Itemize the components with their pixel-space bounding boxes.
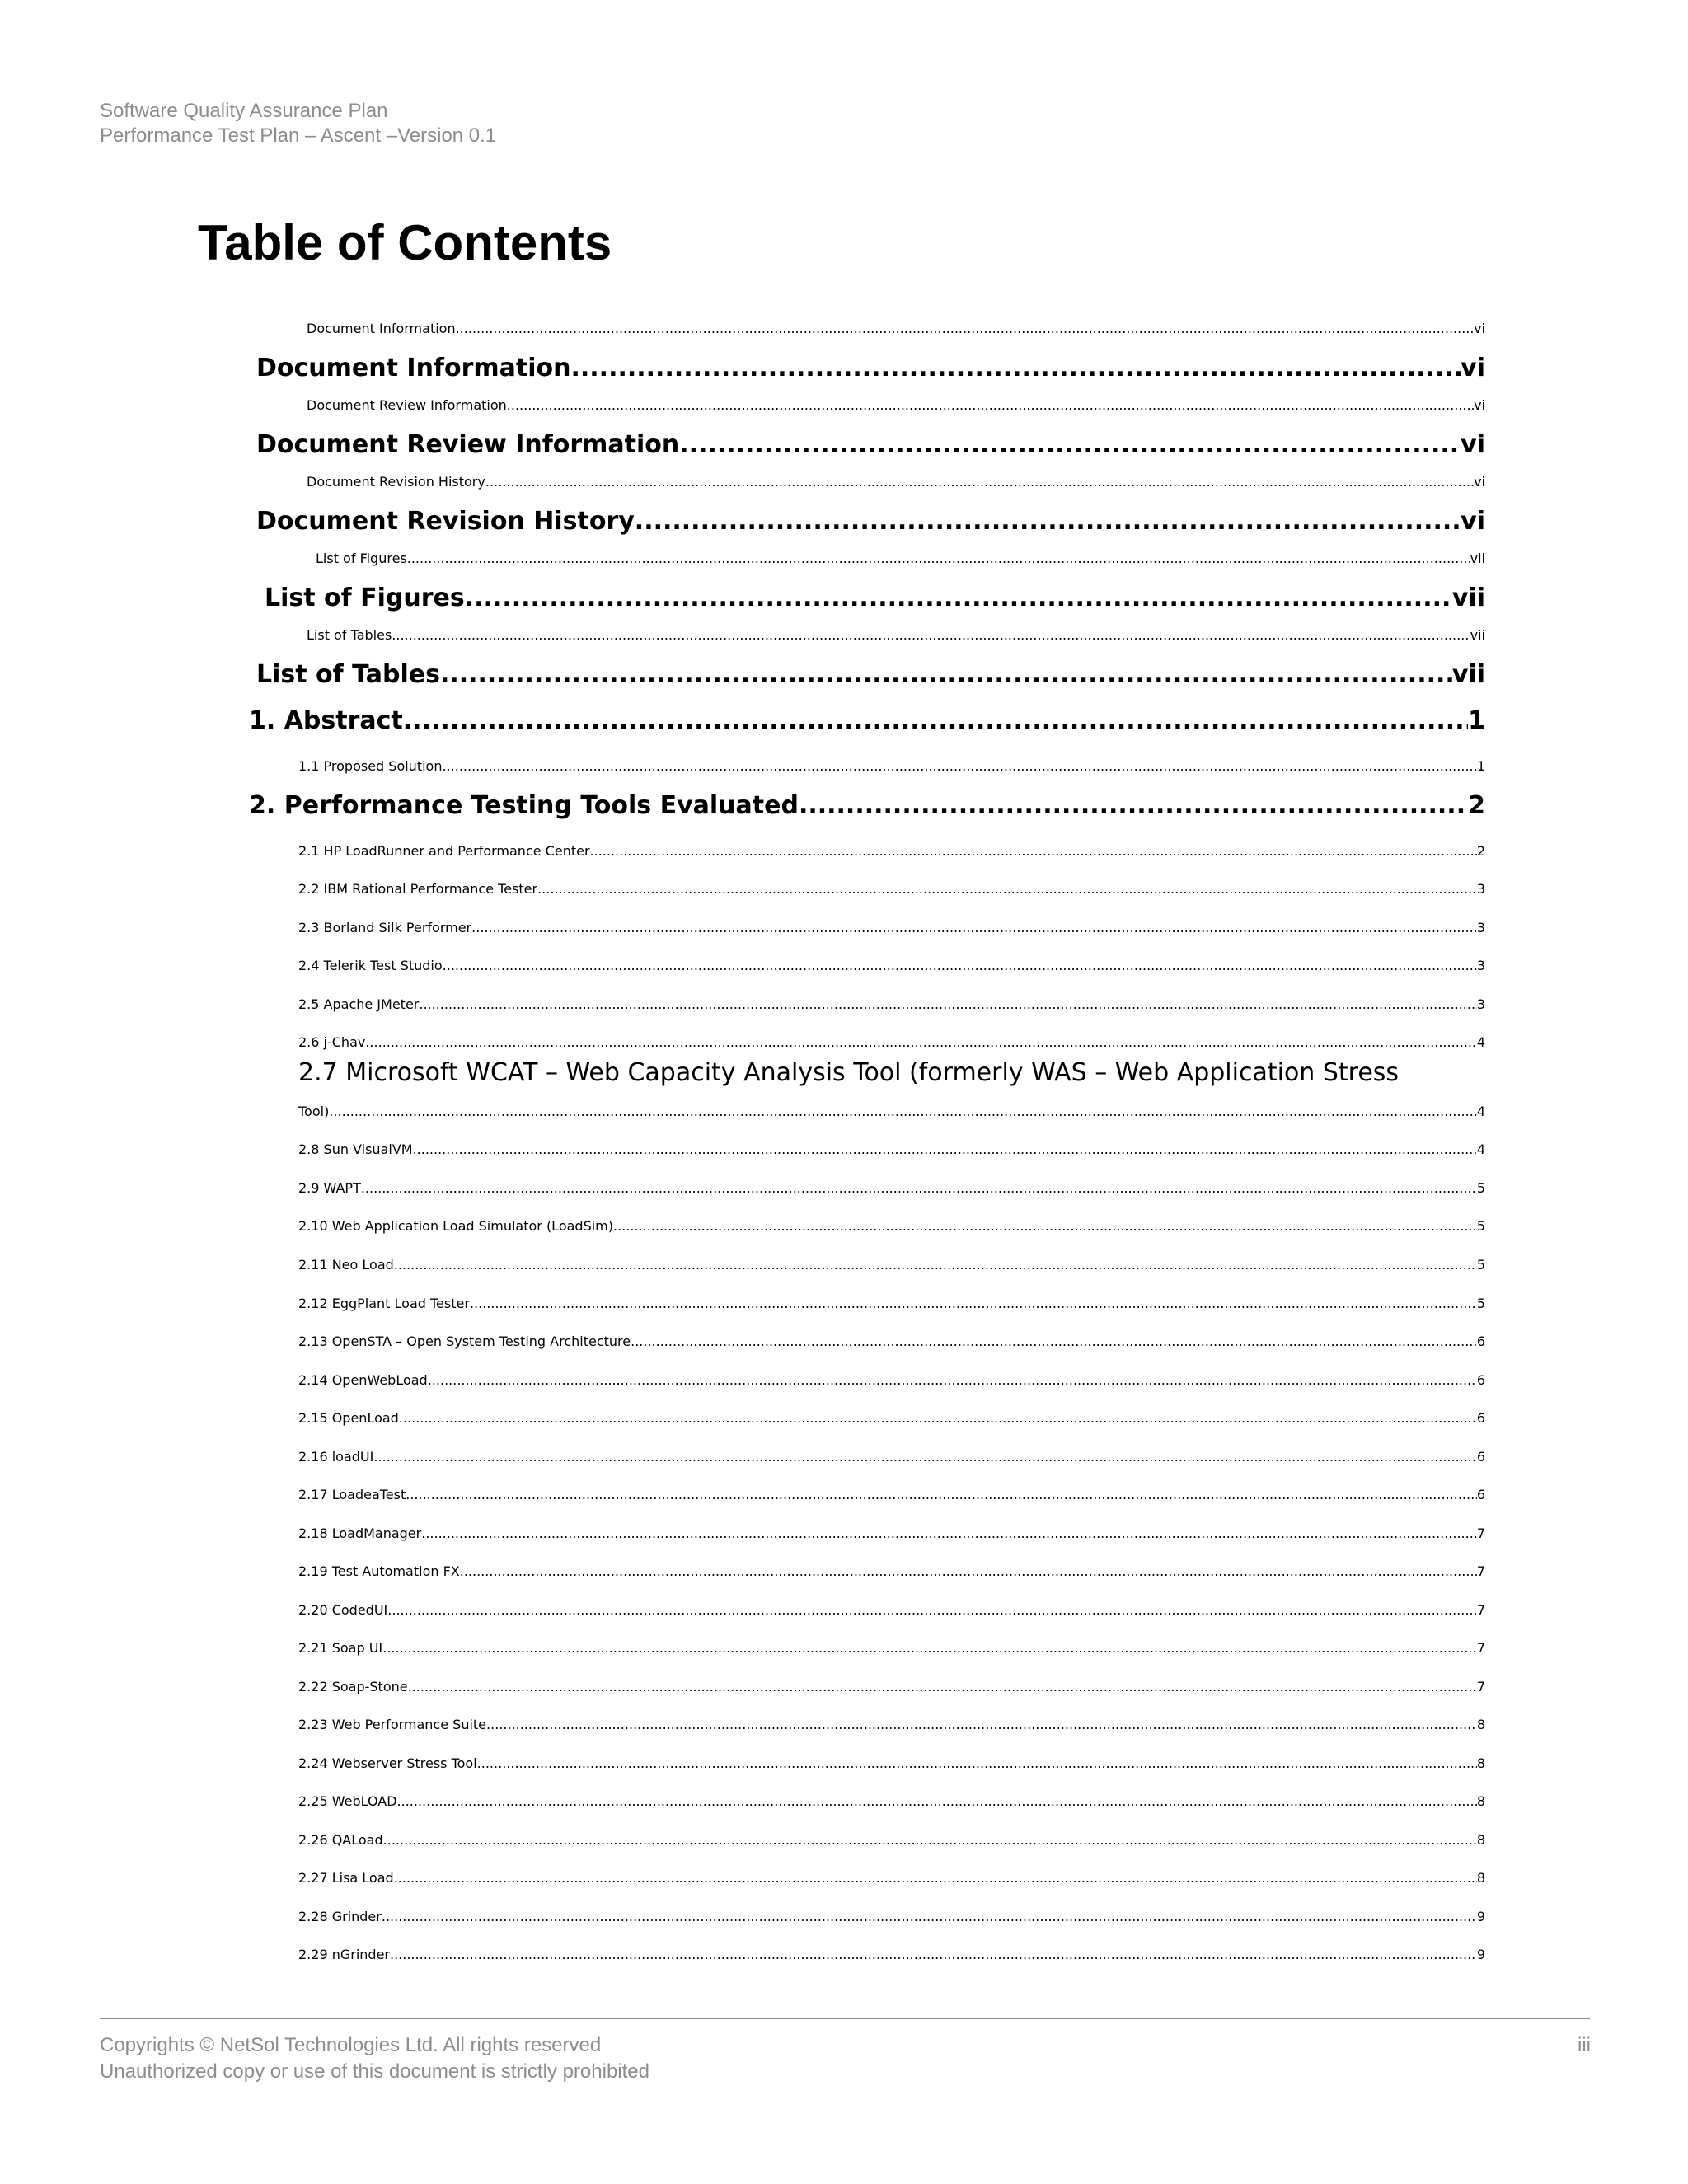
toc-entry-text: Document Information <box>256 354 571 382</box>
toc-entry-page: vi <box>1474 474 1485 490</box>
toc-entry[interactable] <box>307 303 1485 336</box>
toc-entry-text: List of Figures <box>316 551 407 566</box>
toc-leader-dots <box>442 758 1476 774</box>
toc-leader-dots <box>460 1563 1477 1579</box>
toc-entry[interactable] <box>265 579 1485 612</box>
toc-entry[interactable] <box>298 826 1485 859</box>
toc-entry[interactable] <box>298 1891 1485 1924</box>
toc-entry-wrapped-line[interactable]: 2.7 Microsoft WCAT – Web Capacity Analysis Tool (formerly WAS – Web Application Stress <box>298 1058 1400 1087</box>
toc-leader-dots <box>631 1333 1477 1349</box>
toc-leader-dots <box>477 1755 1477 1771</box>
toc-leader-dots <box>407 551 1470 566</box>
toc-leader-dots <box>799 791 1468 820</box>
toc-entry-page: vi <box>1461 507 1485 536</box>
toc-entry-page: 6 <box>1476 1449 1485 1465</box>
toc-leader-dots <box>382 1640 1477 1656</box>
toc-leader-dots <box>413 1141 1477 1157</box>
toc-entry-text: 2.17 LoadeaTest <box>298 1487 406 1502</box>
toc-entry-page: 9 <box>1476 1947 1485 1962</box>
toc-leader-dots <box>471 920 1477 935</box>
toc-entry[interactable] <box>298 940 1485 973</box>
toc-entry[interactable] <box>298 1240 1485 1272</box>
toc-entry-page: 7 <box>1476 1679 1485 1694</box>
toc-entry-text: 2.8 Sun VisualVM <box>298 1141 413 1157</box>
toc-entry-text: List of Tables <box>256 660 440 689</box>
toc-entry[interactable] <box>256 349 1485 382</box>
toc-entry[interactable] <box>307 610 1485 643</box>
toc-entry[interactable] <box>298 1546 1485 1579</box>
toc-entry[interactable] <box>298 1776 1485 1809</box>
toc-leader-dots <box>443 958 1477 973</box>
toc-entry[interactable] <box>298 1929 1485 1962</box>
toc-entry-page: 8 <box>1476 1755 1485 1771</box>
toc-entry-text: 1. Abstract <box>249 706 403 735</box>
toc-entry-page: vii <box>1451 583 1485 612</box>
toc-entry-text: 2.3 Borland Silk Performer <box>298 920 472 935</box>
toc-leader-dots <box>428 1372 1477 1388</box>
toc-entry-text: Tool) <box>298 1104 330 1119</box>
toc-entry-page: vi <box>1461 430 1485 459</box>
toc-entry[interactable] <box>256 426 1485 459</box>
toc-entry-page: 5 <box>1476 1180 1485 1196</box>
toc-entry-text: 2.19 Test Automation FX <box>298 1563 460 1579</box>
toc-entry-text: 2.26 QALoad <box>298 1832 383 1848</box>
toc-entry[interactable] <box>298 741 1485 774</box>
toc-entry-page: 4 <box>1476 1141 1485 1157</box>
toc-entry-text: 2.28 Grinder <box>298 1909 382 1924</box>
toc-entry-text: 2.9 WAPT <box>298 1180 361 1196</box>
toc-leader-dots <box>419 996 1476 1012</box>
toc-entry[interactable] <box>298 1661 1485 1694</box>
toc-leader-dots <box>590 843 1477 859</box>
toc-entry-page: 3 <box>1476 996 1485 1012</box>
toc-entry-text: 2.23 Web Performance Suite <box>298 1717 487 1732</box>
toc-entry[interactable] <box>256 503 1485 536</box>
toc-leader-dots <box>382 1909 1477 1924</box>
toc-entry-text: Document Revision History <box>307 474 485 490</box>
toc-entry-page: 7 <box>1476 1563 1485 1579</box>
toc-entry[interactable] <box>298 1278 1485 1311</box>
toc-leader-dots <box>679 430 1461 459</box>
toc-entry-text: 1.1 Proposed Solution <box>298 758 443 774</box>
toc-entry-page: 3 <box>1476 881 1485 897</box>
toc-entry-page: vi <box>1474 321 1485 336</box>
toc-entry-text: Document Information <box>307 321 456 336</box>
toc-leader-dots <box>397 1793 1477 1809</box>
toc-entry-text: 2.14 OpenWebLoad <box>298 1372 428 1388</box>
toc-entry[interactable] <box>298 1585 1485 1618</box>
toc-leader-dots <box>456 321 1474 336</box>
toc-entry-text: Document Review Information <box>307 397 507 413</box>
toc-entry[interactable] <box>298 1017 1485 1050</box>
toc-entry-page: 4 <box>1476 1034 1485 1050</box>
toc-leader-dots <box>406 1487 1477 1502</box>
toc-entry-text: 2.12 EggPlant Load Tester <box>298 1296 470 1311</box>
toc-leader-dots <box>373 1449 1476 1465</box>
toc-leader-dots <box>421 1526 1477 1541</box>
toc-leader-dots <box>387 1602 1477 1618</box>
toc-entry-text: 2.4 Telerik Test Studio <box>298 958 443 973</box>
toc-entry[interactable] <box>298 1699 1485 1732</box>
toc-leader-dots <box>440 660 1452 689</box>
toc-entry-page: 8 <box>1476 1870 1485 1886</box>
toc-leader-dots <box>383 1832 1477 1848</box>
toc-entry-text: Document Revision History <box>256 507 635 536</box>
toc-leader-dots <box>613 1218 1477 1234</box>
header-document-title: Software Quality Assurance Plan <box>100 100 388 122</box>
toc-entry-page: 4 <box>1476 1104 1485 1119</box>
toc-entry-page: 9 <box>1476 1909 1485 1924</box>
toc-entry[interactable] <box>298 1163 1485 1196</box>
toc-entry-text: 2.21 Soap UI <box>298 1640 383 1656</box>
footer-copyright: Copyrights © NetSol Technologies Ltd. All rights reserved <box>100 2034 602 2056</box>
toc-entry-page: vii <box>1470 627 1485 643</box>
toc-entry[interactable] <box>298 864 1485 897</box>
toc-leader-dots <box>507 397 1474 413</box>
toc-entry-text: 2.29 nGrinder <box>298 1947 390 1962</box>
toc-entry-text: 2.5 Apache JMeter <box>298 996 420 1012</box>
toc-leader-dots <box>465 583 1452 612</box>
toc-entry-page: vii <box>1451 660 1485 689</box>
toc-entry-page: 2 <box>1468 791 1485 820</box>
toc-entry[interactable] <box>307 457 1485 490</box>
toc-entry-page: vi <box>1474 397 1485 413</box>
toc-entry-text: 2.1 HP LoadRunner and Performance Center <box>298 843 590 859</box>
toc-leader-dots <box>537 881 1477 897</box>
header-document-subtitle: Performance Test Plan – Ascent –Version 0.1 <box>100 124 497 147</box>
toc-leader-dots <box>403 706 1468 735</box>
toc-entry-page: 1 <box>1468 706 1485 735</box>
toc-entry[interactable] <box>298 1623 1485 1656</box>
toc-entry-text: 2.15 OpenLoad <box>298 1410 399 1426</box>
toc-entry-text: Document Review Information <box>256 430 680 459</box>
toc-leader-dots <box>392 627 1470 643</box>
toc-entry[interactable] <box>307 380 1485 413</box>
toc-entry-page: 2 <box>1476 843 1485 859</box>
toc-entry-page: 8 <box>1476 1793 1485 1809</box>
toc-entry[interactable] <box>316 533 1485 566</box>
toc-entry-page: vii <box>1470 551 1485 566</box>
toc-entry[interactable] <box>298 1815 1485 1848</box>
toc-leader-dots <box>570 354 1461 382</box>
toc-entry-page: 1 <box>1476 758 1485 774</box>
footer-notice: Unauthorized copy or use of this document is strictly prohibited <box>100 2060 649 2083</box>
toc-entry[interactable] <box>298 1201 1485 1234</box>
toc-entry-text: 2.13 OpenSTA – Open System Testing Architecture <box>298 1333 631 1349</box>
toc-entry-text: 2.27 Lisa Load <box>298 1870 394 1886</box>
toc-entry[interactable] <box>249 787 1485 820</box>
toc-entry[interactable] <box>298 902 1485 935</box>
toc-entry[interactable] <box>298 1432 1485 1465</box>
toc-entry[interactable] <box>298 1738 1485 1771</box>
toc-entry-page: 3 <box>1476 920 1485 935</box>
toc-leader-dots <box>365 1034 1476 1050</box>
toc-leader-dots <box>361 1180 1477 1196</box>
toc-entry-text: List of Figures <box>265 583 465 612</box>
toc-entry-text: 2.20 CodedUI <box>298 1602 388 1618</box>
page-footer <box>100 2032 649 2085</box>
toc-leader-dots <box>399 1410 1477 1426</box>
toc-entry-page: 7 <box>1476 1640 1485 1656</box>
toc-entry-text: 2.25 WebLOAD <box>298 1793 397 1809</box>
toc-entry-page: 7 <box>1476 1602 1485 1618</box>
toc-entry-text: 2.6 j-Chav <box>298 1034 366 1050</box>
toc-entry-page: 5 <box>1476 1218 1485 1234</box>
toc-leader-dots <box>394 1257 1477 1272</box>
toc-entry-page: 3 <box>1476 958 1485 973</box>
toc-entry[interactable] <box>298 1508 1485 1541</box>
toc-entry-text: 2.10 Web Application Load Simulator (LoadSim) <box>298 1218 613 1234</box>
toc-entry-text: 2.24 Webserver Stress Tool <box>298 1755 477 1771</box>
toc-entry[interactable] <box>298 1124 1485 1157</box>
toc-entry[interactable] <box>298 1853 1485 1886</box>
toc-entry[interactable] <box>298 1469 1485 1502</box>
toc-entry[interactable] <box>298 979 1485 1012</box>
toc-entry-text: 2.18 LoadManager <box>298 1526 422 1541</box>
page-title: Table of Contents <box>198 215 612 270</box>
toc-leader-dots <box>470 1296 1477 1311</box>
toc-entry-page: vi <box>1461 354 1485 382</box>
toc-entry-text: 2.16 loadUI <box>298 1449 374 1465</box>
toc-leader-dots <box>394 1870 1477 1886</box>
toc-entry[interactable] <box>298 1086 1485 1119</box>
toc-entry[interactable] <box>298 1393 1485 1426</box>
toc-entry-text: 2. Performance Testing Tools Evaluated <box>249 791 799 820</box>
toc-entry-page: 7 <box>1476 1526 1485 1541</box>
toc-entry-page: 8 <box>1476 1832 1485 1848</box>
toc-leader-dots <box>329 1104 1476 1119</box>
toc-leader-dots <box>635 507 1461 536</box>
toc-entry-text: 2.2 IBM Rational Performance Tester <box>298 881 538 897</box>
toc-entry-page: 8 <box>1476 1717 1485 1732</box>
footer-divider <box>100 2018 1590 2019</box>
toc-leader-dots <box>486 1717 1477 1732</box>
toc-entry-text: 2.22 Soap-Stone <box>298 1679 408 1694</box>
toc-entry-page: 5 <box>1476 1296 1485 1311</box>
toc-entry-page: 6 <box>1476 1333 1485 1349</box>
toc-leader-dots <box>390 1947 1477 1962</box>
toc-entry[interactable] <box>298 1316 1485 1349</box>
toc-leader-dots <box>408 1679 1477 1694</box>
toc-entry[interactable] <box>256 656 1485 689</box>
toc-entry-text: 2.11 Neo Load <box>298 1257 394 1272</box>
toc-entry-page: 6 <box>1476 1372 1485 1388</box>
toc-entry[interactable] <box>298 1355 1485 1388</box>
toc-entry[interactable] <box>249 702 1485 735</box>
toc-entry-text: List of Tables <box>307 627 392 643</box>
toc-entry-page: 6 <box>1476 1410 1485 1426</box>
toc-entry-page: 6 <box>1476 1487 1485 1502</box>
footer-page-number: iii <box>1578 2034 1591 2056</box>
toc-leader-dots <box>485 474 1474 490</box>
toc-entry-page: 5 <box>1476 1257 1485 1272</box>
